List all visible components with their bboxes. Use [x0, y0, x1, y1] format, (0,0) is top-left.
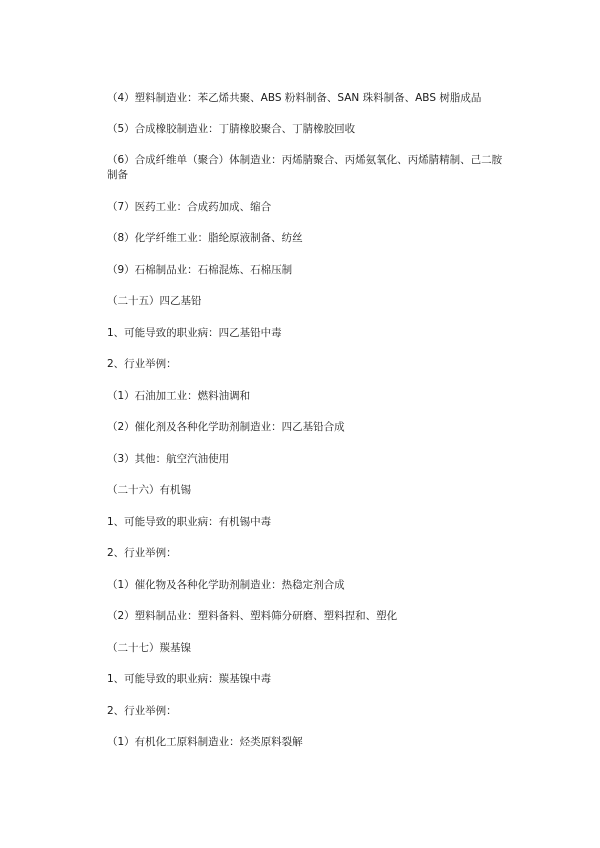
- text-line: （2）塑料制品业：塑料备料、塑料筛分研磨、塑料捏和、塑化: [107, 610, 398, 622]
- text-line-content: （6）合成纤维单（聚合）体制造业：丙烯腈聚合、丙烯氨氧化、丙烯腈精制、己二胺制备: [107, 154, 503, 181]
- text-line: 2、行业举例：: [107, 705, 177, 717]
- section-heading: （二十六）有机锡: [107, 484, 191, 496]
- text-line: （1）石油加工业：燃料油调和: [107, 390, 251, 402]
- text-line: （2）催化剂及各种化学助剂制造业：四乙基铅合成: [107, 421, 345, 433]
- section-heading: （二十五）四乙基铅: [107, 295, 202, 307]
- text-line: 1、可能导致的职业病：四乙基铅中毒: [107, 327, 282, 339]
- text-line: （5）合成橡胶制造业：丁腈橡胶聚合、丁腈橡胶回收: [107, 123, 356, 135]
- text-line: （1）有机化工原料制造业：烃类原料裂解: [107, 736, 303, 748]
- text-line: （4）塑料制造业：苯乙烯共聚、ABS 粉料制备、SAN 珠料制备、ABS 树脂成品: [107, 92, 482, 104]
- text-line: （8）化学纤维工业：脂纶原液制备、纺丝: [107, 232, 303, 244]
- text-line: 2、行业举例：: [107, 358, 177, 370]
- text-line: 1、可能导致的职业病：有机锡中毒: [107, 516, 272, 528]
- text-line: [107, 153, 507, 183]
- text-line: （9）石棉制品业：石棉混炼、石棉压制: [107, 264, 293, 276]
- text-line: 2、行业举例：: [107, 547, 177, 559]
- text-line: （7）医药工业：合成药加成、缩合: [107, 201, 272, 213]
- section-heading: （二十七）羰基镍: [107, 642, 191, 654]
- text-line: 1、可能导致的职业病：羰基镍中毒: [107, 673, 272, 685]
- text-line: （3）其他：航空汽油使用: [107, 453, 230, 465]
- text-line: （1）催化物及各种化学助剂制造业：热稳定剂合成: [107, 579, 345, 591]
